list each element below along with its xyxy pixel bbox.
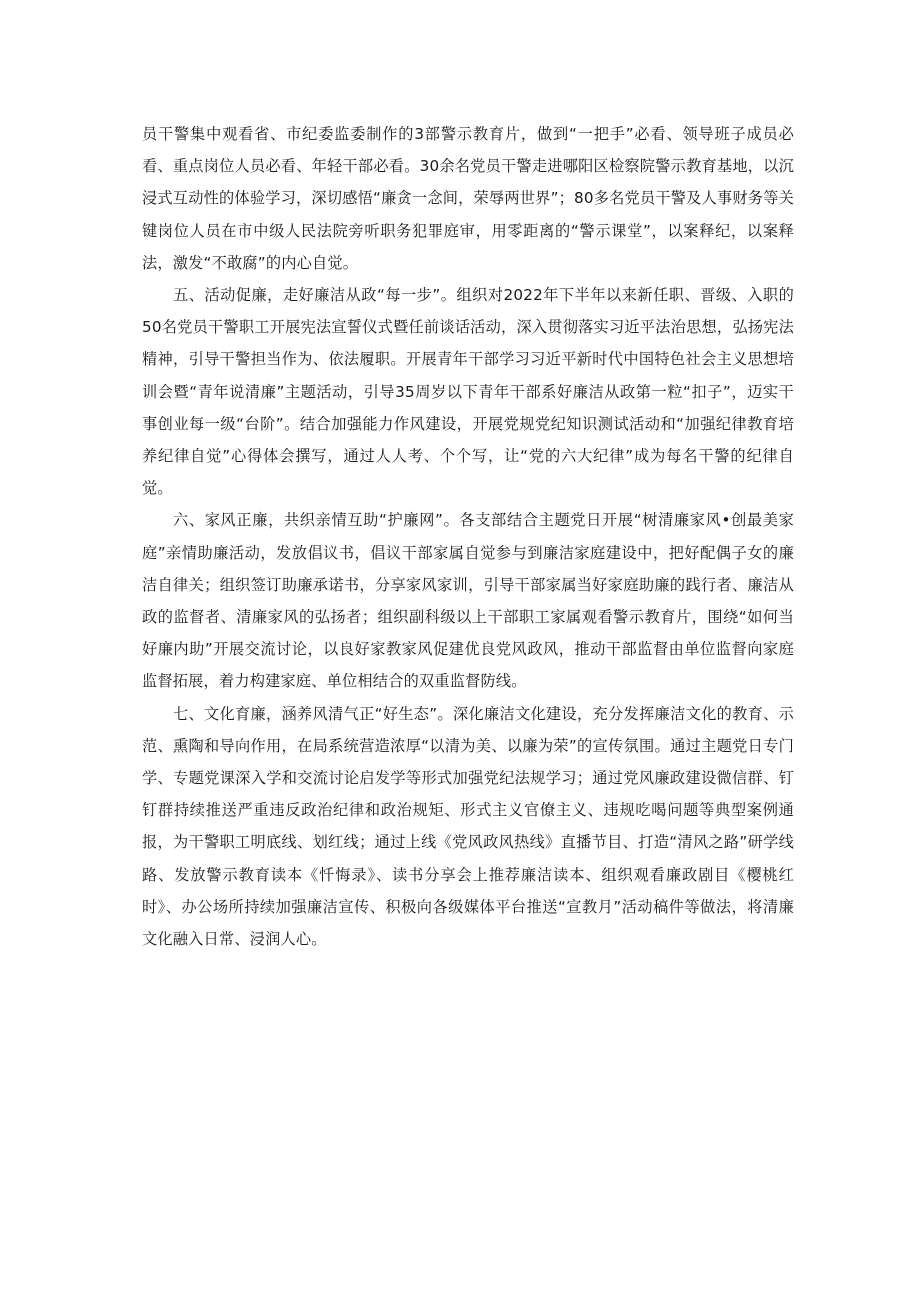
paragraph-section-6: 六、家风正廉，共织亲情互助“护廉网”。各支部结合主题党日开展“树清廉家风•创最美家庭”亲情助廉活动，发放倡议书，倡议干部家属自觉参与到廉洁家庭建设中，把好配偶子女的廉洁自律关；组织签订助廉承诺书，分享家风家训，引导干部家属当好家庭助廉的践行者、廉洁从政的监督者、清廉家风的弘扬者；组织副科级以上干部职工家属观看警示教育片，围绕“如何当好廉内助”开展交流讨论，以良好家教家风促建优良党风政风，推动干部监督由单位监督向家庭监督拓展，着力构建家庭、单位相结合的双重监督防线。: [142, 511, 794, 691]
paragraph-section-5: 五、活动促廉，走好廉洁从政“每一步”。组织对2022年下半年以来新任职、晋级、入职的50名党员干警职工开展宪法宣誓仪式暨任前谈话活动，深入贯彻落实习近平法治思想，弘扬宪法精神，引导干警担当作为、依法履职。开展青年干部学习习近平新时代中国特色社会主义思想培训会暨“青年说清廉”主题活动，引导35周岁以下青年干部系好廉洁从政第一粒“扣子”，迈实干事创业每一级“台阶”。结合加强能力作风建设，开展党规党纪知识测试活动和“加强纪律教育培养纪律自觉”心得体会撰写，通过人人考、个个写，让“党的六大纪律”成为每名干警的纪律自觉。: [142, 286, 794, 498]
document-body: [142, 118, 794, 955]
paragraph-continuation: 员干警集中观看省、市纪委监委制作的3部警示教育片，做到“一把手”必看、领导班子成员必看、重点岗位人员必看、年轻干部必看。30余名党员干警走进哪阳区检察院警示教育基地，以沉浸式互动性的体验学习，深切感悟“廉贪一念间，荣辱两世界”；80多名党员干警及人事财务等关键岗位人员在市中级人民法院旁听职务犯罪庭审，用零距离的“警示课堂”，以案释纪，以案释法，激发“不敢腐”的内心自觉。: [142, 125, 794, 272]
paragraph-section-7: 七、文化育廉，涵养风清气正“好生态”。深化廉洁文化建设，充分发挥廉洁文化的教育、示范、熏陶和导向作用，在局系统营造浓厚“以清为美、以廉为荣”的宣传氛围。通过主题党日专门学、专题党课深入学和交流讨论启发学等形式加强党纪法规学习；通过党风廉政建设微信群、钉钉群持续推送严重违反政治纪律和政治规矩、形式主义官僚主义、违规吃喝问题等典型案例通报，为干警职工明底线、划红线；通过上线《党风政风热线》直播节目、打造“清风之路”研学线路、发放警示教育读本《忏悔录》、读书分享会上推荐廉洁读本、组织观看廉政剧目《樱桃红时》、办公场所持续加强廉洁宣传、积极向各级媒体平台推送“宣教月”活动稿件等做法，将清廉文化融入日常、浸润人心。: [142, 704, 794, 949]
